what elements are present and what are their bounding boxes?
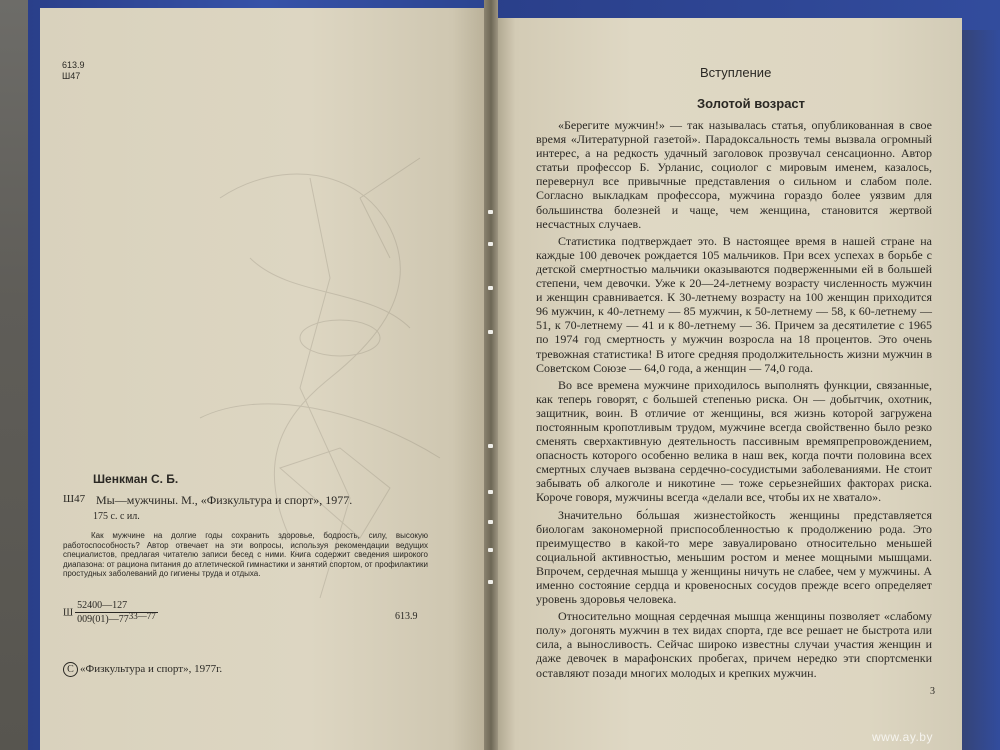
stitch: [488, 242, 493, 246]
formula-fraction: [75, 600, 158, 626]
watermark: www.ay.by: [872, 730, 933, 744]
section-title: Вступление: [700, 65, 772, 80]
paragraph: Значительно бо́льшая жизнестойкость женщины представляется биологам закономерной приспособленностью к продолжению рода. Это преимущество в какой-то мере завуалировано относительно меньшей социальной активностью, меньшим ростом и менее мощными мышцами. Впрочем, сердечная мышца у женщины ничуть не слабее, чем у мужчины. А именно состояние сердца и кровеносных сосудов прежде всего определяет уровень здоровья человека.: [536, 507, 932, 607]
stitch: [488, 286, 493, 290]
book-spine: [484, 0, 498, 750]
book-author: Шенкман С. Б.: [93, 472, 179, 486]
copyright-text: «Физкультура и спорт», 1977г.: [80, 663, 223, 675]
stitch: [488, 490, 493, 494]
formula-numerator: 52400—127: [75, 600, 158, 613]
left-page: [40, 8, 488, 750]
stitch: [488, 330, 493, 334]
stitch: [488, 444, 493, 448]
page-count: 175 с. с ил.: [93, 511, 140, 522]
formula-superscript: 33—77: [128, 611, 156, 621]
book-title-line: Мы—мужчины. М., «Физкультура и спорт», 1977.: [96, 493, 353, 507]
catalog-formula: [63, 600, 158, 626]
udk-code: 613.9: [395, 611, 418, 622]
page-number: 3: [930, 686, 935, 697]
stitch: [488, 580, 493, 584]
body-text: [536, 118, 932, 683]
stitch: [488, 210, 493, 214]
chapter-title: Золотой возраст: [697, 96, 806, 111]
paragraph: Статистика подтверждает это. В настоящее время в нашей стране на каждые 100 девочек рождается 105 мальчиков. При всех успехах в борьбе с детской смертностью мальчики оказываются подверженными ей в большей степени, чем девочки. Уже к 20—24-летнему возрасту численность мужчин и женщин сравнивается. К 30-летнему возрасту на 100 женщин приходится 96 мужчин, к 40-летнему — 85 мужчин, к 50-летнему — 58, к 60-летнему — 51, к 70-летнему — 41 и к 80-летнему — 36. Причем за десятилетие с 1965 по 1974 год смертность у мужчин возросла на 18 процентов. Это очень тревожная статистика! В итоге средняя продолжительность жизни мужчин в Советском Союзе — 64,0 года, а женщин — 74,0 года.: [536, 233, 932, 375]
library-code: [62, 60, 85, 82]
formula-denominator-value: 009(01)—77: [77, 614, 129, 625]
formula-prefix: Ш: [63, 607, 74, 619]
book-annotation: [63, 531, 428, 579]
paragraph: Во все времена мужчине приходилось выполнять функции, связанные, как теперь говорят, с большей степенью риска. Он — добытчик, охотник, защитник, воин. В отличие от женщины, вся жизнь которой загружена постоянным кропотливым трудом, мужчине всегда свойственно было резко сменять сверхактивную деятельность пассивным времяпрепровождением, опасность которого особенно велика в наш век, когда почти половина всех смертных случаев вызвана сердечно-сосудистыми заболеваниями. Не стоит забывать об алкоголе и никотине — тоже серьезнейших факторах риска. Короче говоря, мужчины всегда «делали все, чтобы их не хватало».: [536, 377, 932, 505]
stitch: [488, 548, 493, 552]
paragraph: «Берегите мужчин!» — так называлась статья, опубликованная в свое время «Литературной газетой». Парадоксальность темы вызвала огромный интерес, а на редкость удачный заголовок прозвучал сенсационно. Автор статьи профессор Б. Урланис, социолог с мировым именем, казалось, перевернул все привычные представления о сильном и слабом поле. Согласно выкладкам профессора, мужчина гораздо более уязвим для большинства болезней и чаще, чем женщина, становится жертвой несчастных случаев.: [536, 118, 932, 231]
author-shifr: Ш47: [63, 493, 86, 505]
formula-denominator: [75, 613, 158, 626]
library-code-line: Ш47: [62, 71, 81, 81]
copyright: [63, 662, 222, 677]
paragraph: Относительно мощная сердечная мышца женщины позволяет «слабому полу» догонять мужчин в тех видах спорта, где все решает не быстрота или сила, а выносливость. Сейчас широко известны случаи участия женщин и даже девочек в марафонских пробегах, причем нередко эти спортсменки оставляют позади многих молодых и крепких мужчин.: [536, 609, 932, 680]
annotation-text: Как мужчине на долгие годы сохранить здоровье, бодрость, силу, высокую работоспособность? Автор отвечает на эти вопросы, используя рекомендации ведущих специалистов, предлагая читателю записи бесед с ними. Книга содержит сведения широкого диапазона: от рациона питания до атлетической гимнастики и занятий спортом, от профилактики простудных заболеваний до гигиены труда и отдыха.: [63, 531, 428, 578]
library-code-line: 613.9: [62, 60, 85, 70]
stitch: [488, 520, 493, 524]
copyright-icon: C: [63, 662, 78, 677]
